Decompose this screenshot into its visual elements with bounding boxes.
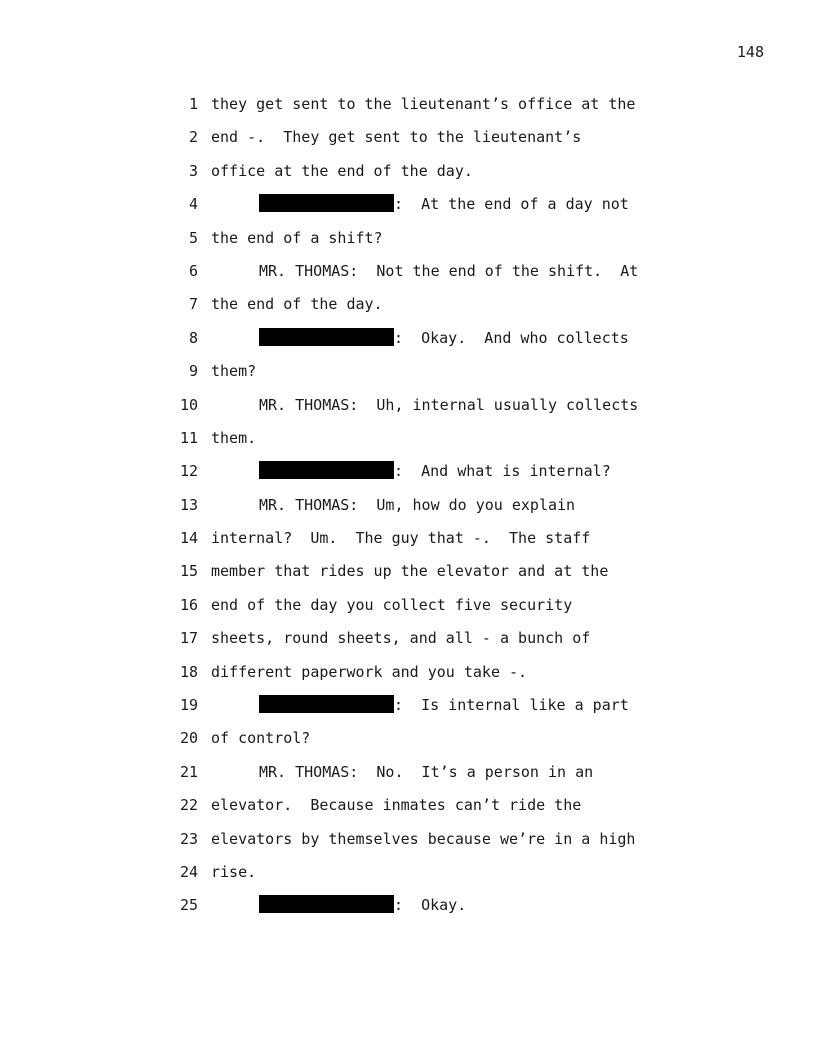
redaction-bar [259, 695, 394, 713]
line-text: sheets, round sheets, and all - a bunch of [211, 629, 591, 648]
page-number: 148 [736, 43, 764, 61]
line-text [259, 894, 466, 916]
line-number: 16 [179, 595, 198, 614]
transcript-line [0, 260, 816, 293]
transcript-line [0, 761, 816, 794]
line-number: 13 [179, 495, 198, 514]
line-number: 17 [179, 629, 198, 648]
speaker-text: : Okay. And who collects [394, 328, 629, 347]
line-text: end -. They get sent to the lieutenant’s [211, 128, 582, 147]
line-text [259, 694, 629, 716]
line-number: 18 [179, 662, 198, 681]
line-text [259, 327, 629, 349]
transcript-line [0, 794, 816, 827]
speaker-text: : And what is internal? [394, 462, 611, 481]
line-number: 6 [188, 261, 198, 280]
transcript-line [0, 126, 816, 159]
line-number: 10 [179, 395, 198, 414]
line-text [259, 193, 629, 215]
line-number: 7 [188, 295, 198, 314]
transcript-line [0, 894, 816, 927]
line-text: internal? Um. The guy that -. The staff [211, 529, 591, 548]
transcript-line [0, 193, 816, 226]
redaction-bar [259, 895, 394, 913]
line-text: MR. THOMAS: Not the end of the shift. At [259, 261, 639, 280]
line-text: of control? [211, 729, 311, 748]
redaction-bar [259, 461, 394, 479]
line-number: 4 [188, 195, 198, 214]
redaction-bar [259, 194, 394, 212]
line-number: 5 [188, 228, 198, 247]
line-text: member that rides up the elevator and at the [211, 562, 609, 581]
line-number: 21 [179, 762, 198, 781]
transcript-line [0, 594, 816, 627]
speaker-text: : Is internal like a part [394, 696, 629, 715]
line-number: 8 [188, 328, 198, 347]
transcript-line [0, 160, 816, 193]
line-number: 11 [179, 428, 198, 447]
transcript-line [0, 227, 816, 260]
line-number: 19 [179, 696, 198, 715]
transcript-line [0, 560, 816, 593]
line-text: elevators by themselves because we’re in a high [211, 829, 636, 848]
transcript-line [0, 527, 816, 560]
line-number: 20 [179, 729, 198, 748]
line-text: the end of the day. [211, 295, 383, 314]
transcript-line [0, 727, 816, 760]
line-number: 23 [179, 829, 198, 848]
transcript-line [0, 494, 816, 527]
transcript-line [0, 661, 816, 694]
line-text: they get sent to the lieutenant’s office at the [211, 95, 636, 113]
redaction-bar [259, 328, 394, 346]
line-number: 24 [179, 862, 198, 881]
line-text: MR. THOMAS: Um, how do you explain [259, 495, 576, 514]
line-number: 22 [179, 796, 198, 815]
line-number: 2 [188, 128, 198, 147]
line-text [259, 460, 611, 482]
line-text: office at the end of the day. [211, 161, 473, 180]
line-number: 9 [188, 362, 198, 381]
transcript-line [0, 394, 816, 427]
transcript-body [0, 93, 816, 928]
line-number: 14 [179, 529, 198, 548]
line-number: 1 [188, 95, 198, 113]
line-text: them. [211, 428, 257, 447]
line-number: 3 [188, 161, 198, 180]
transcript-line [0, 327, 816, 360]
line-text: elevator. Because inmates can’t ride the [211, 796, 582, 815]
transcript-line [0, 93, 816, 126]
transcript-line [0, 360, 816, 393]
transcript-line [0, 828, 816, 861]
line-text: MR. THOMAS: Uh, internal usually collects [259, 395, 639, 414]
line-number: 25 [179, 896, 198, 915]
transcript-line [0, 427, 816, 460]
transcript-line [0, 694, 816, 727]
speaker-text: : At the end of a day not [394, 195, 629, 214]
transcript-line [0, 861, 816, 894]
line-text: end of the day you collect five security [211, 595, 573, 614]
transcript-line [0, 627, 816, 660]
transcript-line [0, 293, 816, 326]
line-text: rise. [211, 862, 257, 881]
line-text: MR. THOMAS: No. It’s a person in an [259, 762, 594, 781]
line-number: 12 [179, 462, 198, 481]
line-text: the end of a shift? [211, 228, 383, 247]
speaker-text: : Okay. [394, 896, 467, 915]
line-number: 15 [179, 562, 198, 581]
line-text: different paperwork and you take -. [211, 662, 528, 681]
line-text: them? [211, 362, 257, 381]
transcript-line [0, 460, 816, 493]
